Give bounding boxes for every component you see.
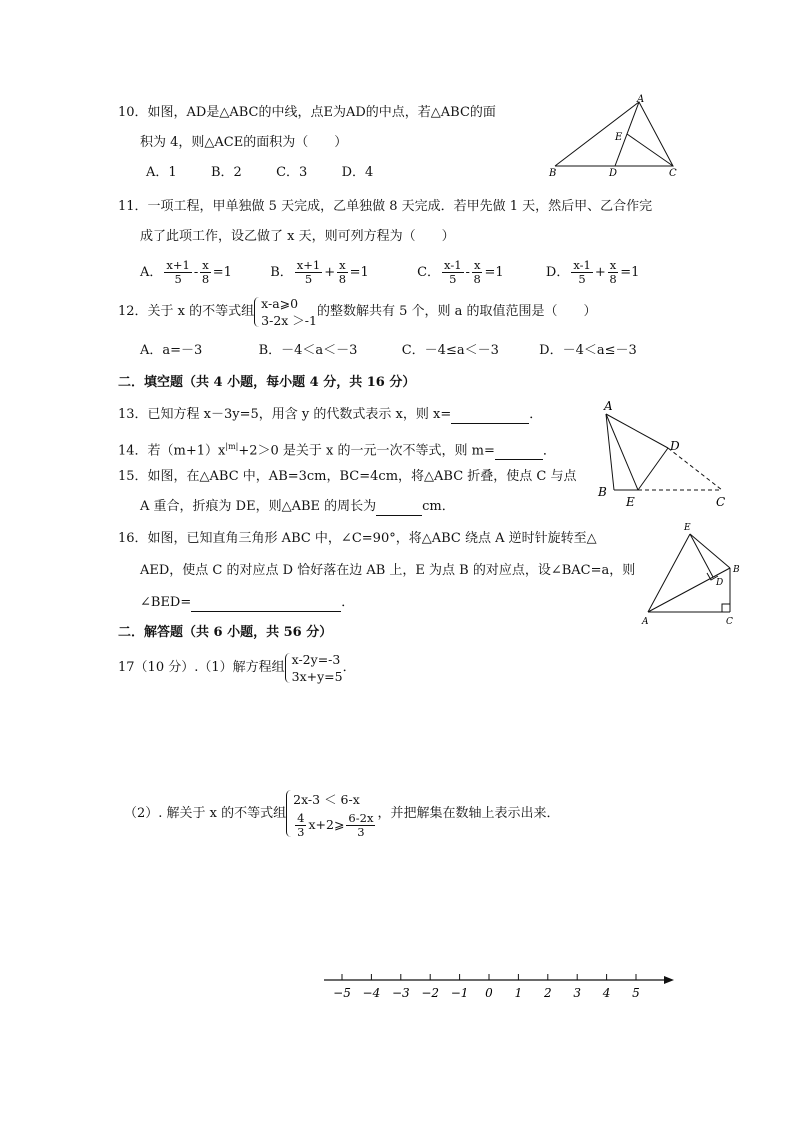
q11-options (140, 258, 639, 288)
q11-line1: 11．一项工程，甲单独做 5 天完成，乙单独做 8 天完成．若甲先做 1 天，然后甲、乙合作完 (118, 199, 653, 214)
q15-line1: 15．如图，在△ABC 中，AB=3cm，BC=4cm，将△ABC 折叠，使点 C 与点 (118, 469, 577, 484)
number-line-tick-label: 4 (602, 986, 611, 1000)
q11-option-b: B． $\frac{x+1}{5}$ + $\frac{x}{8}$ =1 (270, 258, 369, 286)
number-line-tick-label: −1 (450, 986, 469, 1000)
number-line-tick-label: −3 (391, 986, 410, 1000)
q10-options (146, 164, 373, 182)
section-fill-in-heading: 二．填空题（共 4 小题，每小题 4 分，共 16 分） (118, 375, 416, 390)
q10-label-c: C (669, 168, 677, 179)
q16-line1: 16．如图，已知直角三角形 ABC 中，∠C=90°，将△ABC 绕点 A 逆时针旋转至△ (118, 531, 597, 546)
q15-label-c: C (716, 495, 726, 509)
q11-line2: 成了此项工作，设乙做了 x 天，则可列方程为（ ） (140, 229, 455, 244)
q12-option-d: D．－4＜a≤－3 (539, 343, 637, 358)
q15-fold-figure (592, 398, 732, 514)
q15-line2: A 重合，折痕为 DE，则△ABE 的周长为 cm． (140, 499, 455, 514)
q16-rotation-figure (638, 516, 748, 628)
q10-line2: 积为 4，则△ACE的面积为（ ） (140, 135, 348, 150)
number-line-tick-label: 5 (632, 986, 640, 1000)
q12-option-b: B．－4＜a＜－3 (258, 343, 358, 358)
number-line-tick-label: −5 (333, 986, 351, 1000)
q15-label-e: E (626, 495, 635, 509)
q16-line3: ∠BED= ． (140, 595, 355, 610)
q10-label-e: E (615, 132, 623, 143)
number-line-tick-label: 1 (514, 986, 523, 1000)
q15-label-b: B (598, 485, 607, 499)
q10-label-b: B (549, 168, 557, 179)
q10-option-d: D．4 (341, 165, 374, 180)
q10-option-b: B．2 (210, 165, 242, 180)
number-line-tick-label: −4 (362, 986, 381, 1000)
q10-label-d: D (609, 168, 618, 179)
q14: 14．若$(m+1)x^{|m|}+2>0$ 是关于 x 的一元一次不等式，则 m= ． (118, 442, 556, 459)
number-line-arrow-icon (664, 976, 674, 984)
q12-inequality-system: x-a⩾0 3-2x ＞-1 (254, 295, 317, 329)
q15-label-a: A (604, 399, 613, 413)
q11-option-a: A． $\frac{x+1}{5}$ - $\frac{x}{8}$ =1 (140, 258, 232, 286)
q15-label-d: D (670, 439, 680, 453)
number-line-tick-label: 2 (543, 986, 552, 1000)
q15-answer-blank[interactable] (376, 501, 422, 516)
q11-option-c: C． $\frac{x-1}{5}$ - $\frac{x}{8}$ =1 (417, 258, 504, 286)
q13-answer-blank[interactable] (451, 409, 529, 424)
q13: 13．已知方程 x－3y=5，用含 y 的代数式表示 x，则 x= ． (118, 407, 543, 422)
q12-options (140, 342, 637, 360)
q14-answer-blank[interactable] (495, 445, 543, 460)
q10-option-a: A．1 (146, 165, 177, 180)
q11-option-d: D． $\frac{x-1}{5}$ + $\frac{x}{8}$ =1 (545, 258, 640, 286)
q12-option-a: A．a=－3 (140, 343, 203, 358)
number-line (318, 968, 678, 1002)
section-solution-heading: 二．解答题（共 6 小题，共 56 分） (118, 625, 333, 640)
q10-triangle-figure (545, 94, 685, 180)
q10-label-a: A (637, 94, 645, 105)
q17-inequality-system: 2x-3 ＜ 6-x $\frac{4}{3}$ x+2⩾ $\frac{6-2x}{3}$ (286, 788, 377, 839)
q10-line1: 10．如图，AD是△ABC的中线，点E为AD的中点，若△ABC的面 (118, 105, 496, 120)
number-line-tick-label: 0 (485, 986, 493, 1000)
q16-label-b: B (733, 565, 740, 575)
q16-line2: AED，使点 C 的对应点 D 恰好落在边 AB 上，E 为点 B 的对应点，设∠BAC=a，则 (140, 563, 636, 578)
q17-equation-system: x-2y=-3 3x+y=5 (285, 651, 343, 685)
q16-label-e: E (684, 523, 691, 533)
q16-label-d: D (716, 578, 724, 588)
q12-option-c: C．－4≤a＜－3 (401, 343, 499, 358)
q16-label-a: A (642, 617, 649, 627)
q10-option-c: C．3 (276, 165, 308, 180)
number-line-tick-label: 3 (573, 986, 582, 1000)
number-line-tick-label: −2 (421, 986, 440, 1000)
q17-part2: （2）. 解关于 x 的不等式组 2x-3 ＜ 6-x $\frac{4}{3}$ x+2⩾ $\frac{6-2x}{3}$ ，并把解集在数轴上表示出来． (124, 784, 559, 844)
q16-label-c: C (726, 617, 733, 627)
q17-part1: 17（10 分）.（1）解方程组 x-2y=-3 3x+y=5 ． (118, 651, 356, 684)
q12-stem: 12．关于 x 的不等式组 x-a⩾0 3-2x ＞-1 的整数解共有 5 个，则 a 的取值范围是（ ） (118, 295, 597, 328)
q16-answer-blank[interactable] (191, 597, 341, 612)
